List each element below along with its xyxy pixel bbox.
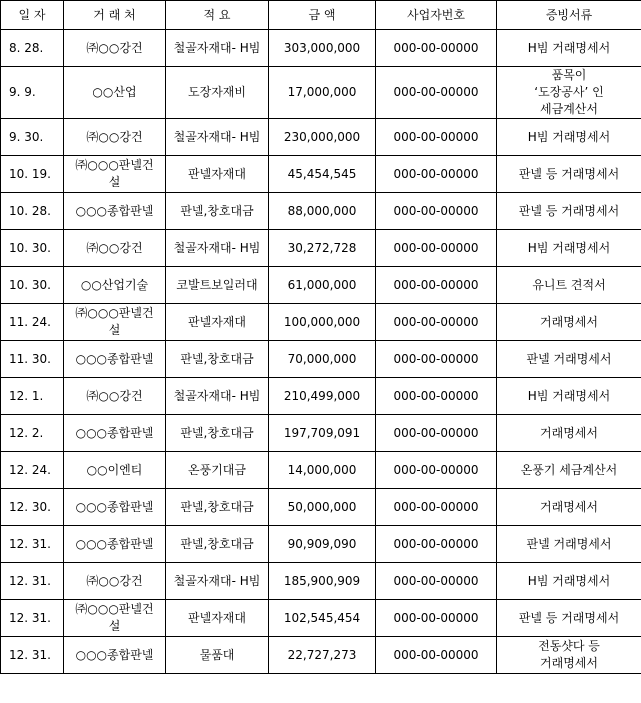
cell-evidence: H빔 거래명세서 <box>497 230 641 267</box>
cell-vendor: ○○○종합판넬 <box>64 637 166 674</box>
cell-date: 12. 1. <box>1 378 64 415</box>
cell-amount: 22,727,273 <box>269 637 376 674</box>
cell-description: 판넬자재대 <box>166 156 269 193</box>
cell-description: 판넬,창호대금 <box>166 193 269 230</box>
cell-date: 12. 30. <box>1 489 64 526</box>
cell-amount: 102,545,454 <box>269 600 376 637</box>
table-row <box>1 526 641 563</box>
table-row <box>1 67 641 119</box>
cell-business-number: 000-00-00000 <box>376 30 497 67</box>
table-row <box>1 452 641 489</box>
cell-description: 판넬자재대 <box>166 600 269 637</box>
table-row <box>1 378 641 415</box>
cell-date: 9. 30. <box>1 119 64 156</box>
header-row <box>1 1 641 30</box>
cell-amount: 185,900,909 <box>269 563 376 600</box>
cell-amount: 88,000,000 <box>269 193 376 230</box>
table-row <box>1 415 641 452</box>
cell-evidence: 거래명세서 <box>497 489 641 526</box>
table-row <box>1 156 641 193</box>
cell-description: 철골자재대- H빔 <box>166 378 269 415</box>
cell-description: 판넬,창호대금 <box>166 415 269 452</box>
cell-date: 8. 28. <box>1 30 64 67</box>
cell-vendor: ○○○종합판넬 <box>64 415 166 452</box>
cell-vendor: ○○○종합판넬 <box>64 489 166 526</box>
cell-amount: 50,000,000 <box>269 489 376 526</box>
cell-amount: 70,000,000 <box>269 341 376 378</box>
cell-business-number: 000-00-00000 <box>376 489 497 526</box>
cell-evidence: 판넬 거래명세서 <box>497 526 641 563</box>
cell-date: 12. 24. <box>1 452 64 489</box>
cell-evidence: 판넬 등 거래명세서 <box>497 193 641 230</box>
cell-description: 물품대 <box>166 637 269 674</box>
cell-description: 코발트보일러대 <box>166 267 269 304</box>
cell-description: 철골자재대- H빔 <box>166 230 269 267</box>
cell-date: 12. 31. <box>1 600 64 637</box>
cell-amount: 14,000,000 <box>269 452 376 489</box>
cell-amount: 230,000,000 <box>269 119 376 156</box>
cell-description: 철골자재대- H빔 <box>166 119 269 156</box>
cell-evidence: H빔 거래명세서 <box>497 563 641 600</box>
header-amount: 금 액 <box>269 1 376 30</box>
cell-description: 판넬,창호대금 <box>166 341 269 378</box>
table-row <box>1 563 641 600</box>
cell-vendor: ○○이엔티 <box>64 452 166 489</box>
cell-description: 철골자재대- H빔 <box>166 30 269 67</box>
cell-amount: 100,000,000 <box>269 304 376 341</box>
header-description: 적 요 <box>166 1 269 30</box>
cell-evidence: H빔 거래명세서 <box>497 378 641 415</box>
cell-date: 11. 30. <box>1 341 64 378</box>
cell-description: 온풍기대금 <box>166 452 269 489</box>
cell-evidence: 판넬 등 거래명세서 <box>497 156 641 193</box>
cell-date: 11. 24. <box>1 304 64 341</box>
cell-date: 10. 19. <box>1 156 64 193</box>
cell-amount: 30,272,728 <box>269 230 376 267</box>
cell-evidence: 품목이 ‘도장공사’ 인 세금계산서 <box>497 67 641 119</box>
table-row <box>1 30 641 67</box>
cell-business-number: 000-00-00000 <box>376 600 497 637</box>
cell-description: 판넬,창호대금 <box>166 489 269 526</box>
cell-vendor: ○○○종합판넬 <box>64 193 166 230</box>
cell-vendor: ○○산업기술 <box>64 267 166 304</box>
header-vendor: 거 래 처 <box>64 1 166 30</box>
cell-business-number: 000-00-00000 <box>376 119 497 156</box>
cell-description: 판넬,창호대금 <box>166 526 269 563</box>
cell-vendor: ㈜○○강건 <box>64 563 166 600</box>
cell-date: 10. 30. <box>1 230 64 267</box>
cell-evidence: 판넬 등 거래명세서 <box>497 600 641 637</box>
cell-evidence: 판넬 거래명세서 <box>497 341 641 378</box>
table-row <box>1 230 641 267</box>
cell-business-number: 000-00-00000 <box>376 67 497 119</box>
cell-business-number: 000-00-00000 <box>376 452 497 489</box>
cell-date: 12. 2. <box>1 415 64 452</box>
table-row <box>1 119 641 156</box>
cell-date: 10. 30. <box>1 267 64 304</box>
cell-vendor: ㈜○○○판넬건 설 <box>64 600 166 637</box>
cell-evidence: 거래명세서 <box>497 304 641 341</box>
table-row <box>1 489 641 526</box>
table-row <box>1 193 641 230</box>
cell-business-number: 000-00-00000 <box>376 526 497 563</box>
cell-evidence: 온풍기 세금계산서 <box>497 452 641 489</box>
cell-description: 판넬자재대 <box>166 304 269 341</box>
cell-business-number: 000-00-00000 <box>376 415 497 452</box>
cell-business-number: 000-00-00000 <box>376 267 497 304</box>
cell-business-number: 000-00-00000 <box>376 341 497 378</box>
cell-vendor: ㈜○○강건 <box>64 30 166 67</box>
cell-business-number: 000-00-00000 <box>376 637 497 674</box>
header-evidence: 증빙서류 <box>497 1 641 30</box>
cell-evidence: 유니트 견적서 <box>497 267 641 304</box>
table-row <box>1 637 641 674</box>
cell-date: 12. 31. <box>1 563 64 600</box>
header-date: 일 자 <box>1 1 64 30</box>
cell-date: 10. 28. <box>1 193 64 230</box>
table-row <box>1 304 641 341</box>
table-row <box>1 600 641 637</box>
cell-amount: 90,909,090 <box>269 526 376 563</box>
cell-vendor: ○○○종합판넬 <box>64 341 166 378</box>
cell-business-number: 000-00-00000 <box>376 193 497 230</box>
cell-business-number: 000-00-00000 <box>376 563 497 600</box>
table-row <box>1 341 641 378</box>
cell-business-number: 000-00-00000 <box>376 304 497 341</box>
cell-description: 철골자재대- H빔 <box>166 563 269 600</box>
cell-vendor: ㈜○○○판넬건 설 <box>64 304 166 341</box>
cell-business-number: 000-00-00000 <box>376 156 497 193</box>
cell-amount: 210,499,000 <box>269 378 376 415</box>
cell-amount: 45,454,545 <box>269 156 376 193</box>
cell-vendor: ㈜○○강건 <box>64 230 166 267</box>
header-business-number: 사업자번호 <box>376 1 497 30</box>
cell-evidence: 거래명세서 <box>497 415 641 452</box>
cell-vendor: ○○산업 <box>64 67 166 119</box>
cell-vendor: ㈜○○○판넬건 설 <box>64 156 166 193</box>
cell-vendor: ㈜○○강건 <box>64 378 166 415</box>
table-row <box>1 267 641 304</box>
cell-date: 12. 31. <box>1 637 64 674</box>
cell-amount: 17,000,000 <box>269 67 376 119</box>
cell-date: 9. 9. <box>1 67 64 119</box>
cell-description: 도장자재비 <box>166 67 269 119</box>
cell-amount: 303,000,000 <box>269 30 376 67</box>
cell-amount: 61,000,000 <box>269 267 376 304</box>
cell-date: 12. 31. <box>1 526 64 563</box>
cell-evidence: H빔 거래명세서 <box>497 30 641 67</box>
cell-evidence: 전동샷다 등 거래명세서 <box>497 637 641 674</box>
cell-amount: 197,709,091 <box>269 415 376 452</box>
cell-business-number: 000-00-00000 <box>376 378 497 415</box>
cell-evidence: H빔 거래명세서 <box>497 119 641 156</box>
cell-vendor: ㈜○○강건 <box>64 119 166 156</box>
cell-vendor: ○○○종합판넬 <box>64 526 166 563</box>
cell-business-number: 000-00-00000 <box>376 230 497 267</box>
